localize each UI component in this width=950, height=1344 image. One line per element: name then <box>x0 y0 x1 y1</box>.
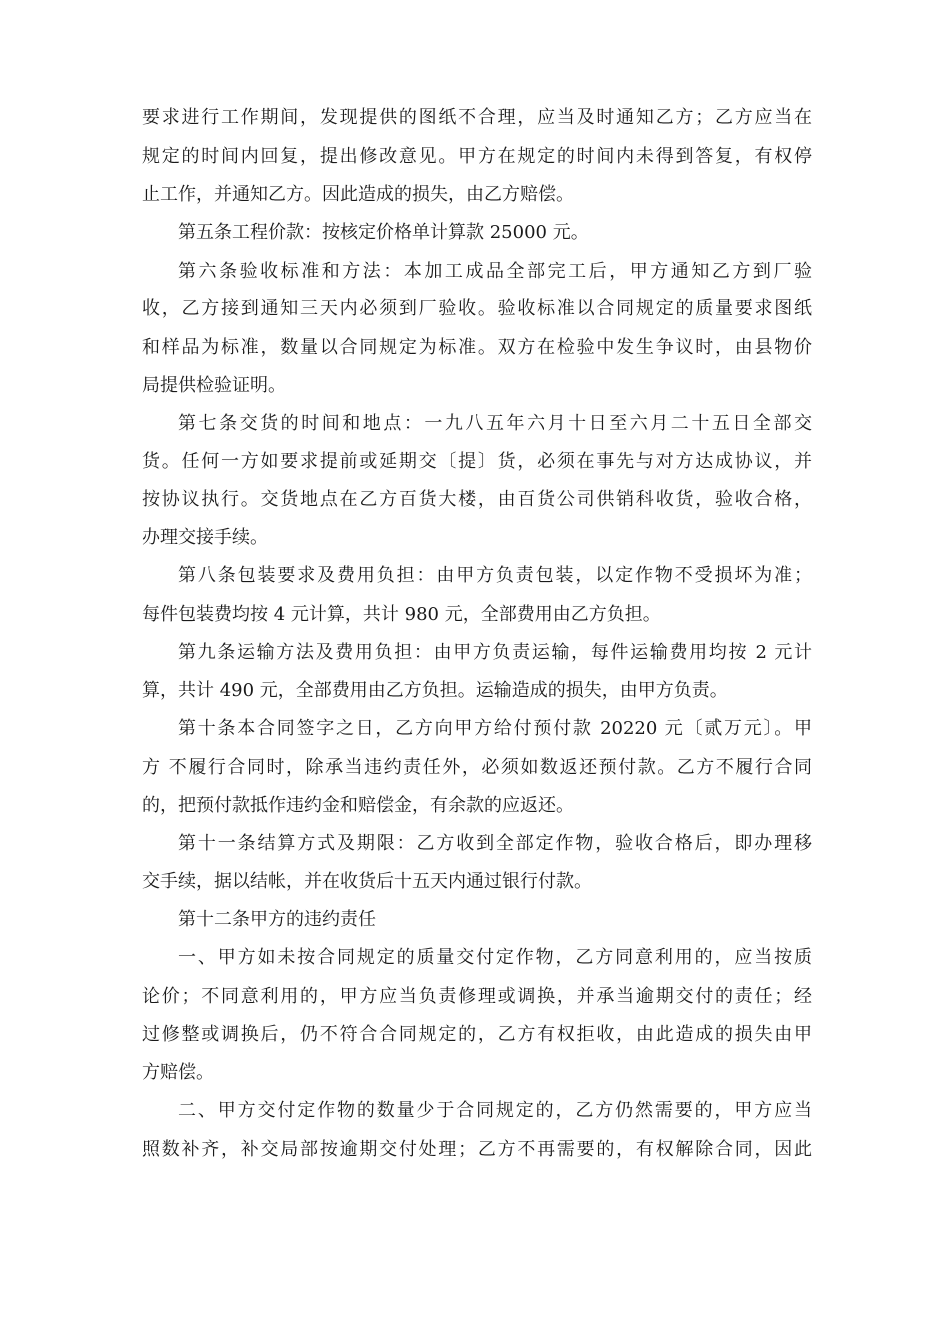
text-line: 和样品为标准，数量以合同规定为标准。双方在检验中发生争议时，由县物价 <box>142 337 812 358</box>
text-line: 规定的时间内回复，提出修改意见。甲方在规定的时间内未得到答复，有权停 <box>142 146 812 167</box>
text-line: 货。任何一方如要求提前或延期交〔提〕货，必须在事先与对方达成协议，并 <box>142 451 812 472</box>
text-line: 每件包装费均按 4 元计算，共计 980 元，全部费用由乙方负担。 <box>142 604 661 625</box>
text-line: 局提供检验证明。 <box>142 375 286 396</box>
text-line: 第十二条甲方的违约责任 <box>178 909 376 930</box>
text-line: 论价；不同意利用的，甲方应当负责修理或调换，并承当逾期交付的责任；经 <box>142 986 812 1007</box>
text-line: 办理交接手续。 <box>142 527 268 548</box>
text-line: 第十一条结算方式及期限：乙方收到全部定作物，验收合格后，即办理移 <box>178 833 812 854</box>
text-line: 第八条包装要求及费用负担：由甲方负责包装，以定作物不受损坏为准； <box>178 565 812 586</box>
text-line: 方赔偿。 <box>142 1062 214 1083</box>
text-line: 二、甲方交付定作物的数量少于合同规定的，乙方仍然需要的，甲方应当 <box>178 1100 812 1121</box>
text-line: 要求进行工作期间，发现提供的图纸不合理，应当及时通知乙方；乙方应当在 <box>142 107 812 128</box>
text-line: 的，把预付款抵作违约金和赔偿金，有余款的应返还。 <box>142 795 574 816</box>
text-line: 第九条运输方法及费用负担：由甲方负责运输，每件运输费用均按 2 元计 <box>178 642 812 663</box>
text-line: 第十条本合同签字之日，乙方向甲方给付预付款 20220 元〔贰万元〕。甲 <box>178 718 812 739</box>
text-line: 算，共计 490 元，全部费用由乙方负担。运输造成的损失，由甲方负责。 <box>142 680 728 701</box>
text-line: 按协议执行。交货地点在乙方百货大楼，由百货公司供销科收货，验收合格， <box>142 489 812 510</box>
text-line: 收，乙方接到通知三天内必须到厂验收。验收标准以合同规定的质量要求图纸 <box>142 298 812 319</box>
text-line: 方 不履行合同时，除承当违约责任外，必须如数返还预付款。乙方不履行合同 <box>142 757 812 778</box>
text-line: 一、甲方如未按合同规定的质量交付定作物，乙方同意利用的，应当按质 <box>178 947 812 968</box>
text-line: 过修整或调换后，仍不符合合同规定的，乙方有权拒收，由此造成的损失由甲 <box>142 1024 812 1045</box>
text-line: 第五条工程价款：按核定价格单计算款 25000 元。 <box>178 222 589 243</box>
text-line: 第七条交货的时间和地点：一九八五年六月十日至六月二十五日全部交 <box>178 413 812 434</box>
text-line: 止工作，并通知乙方。因此造成的损失，由乙方赔偿。 <box>142 184 574 205</box>
text-line: 交手续，据以结帐，并在收货后十五天内通过银行付款。 <box>142 871 592 892</box>
text-line: 照数补齐，补交局部按逾期交付处理；乙方不再需要的，有权解除合同，因此 <box>142 1139 812 1160</box>
text-line: 第六条验收标准和方法：本加工成品全部完工后，甲方通知乙方到厂验 <box>178 261 812 282</box>
